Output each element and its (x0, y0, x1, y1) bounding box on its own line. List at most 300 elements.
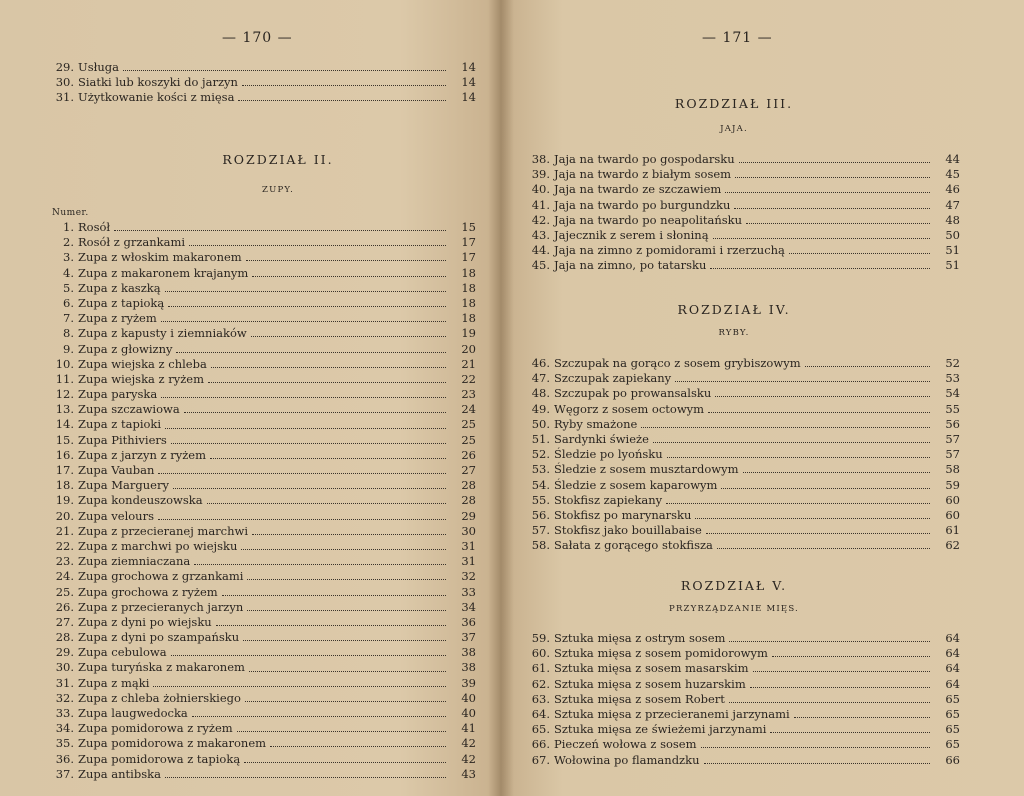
entry-page-number: 37 (461, 630, 476, 645)
dot-leader (238, 100, 446, 101)
dot-leader (242, 85, 446, 86)
entry-number: 23. (55, 554, 74, 569)
entry-title: Zupa z dyni po szampańsku (78, 630, 240, 645)
entry-title: Użytkowanie kości z mięsa (78, 90, 235, 105)
dot-leader (746, 223, 930, 224)
entry-page-number: 64 (945, 661, 960, 676)
entry-title: Zupa ziemniaczana (78, 554, 191, 569)
toc-entry (524, 213, 960, 228)
entry-page-number: 14 (461, 90, 476, 105)
entry-number: 62. (531, 676, 550, 691)
entry-page-number: 42 (461, 736, 476, 751)
dot-leader (247, 579, 446, 580)
toc-entry (524, 462, 960, 477)
toc-entry (48, 569, 476, 584)
entry-number: 37. (55, 766, 74, 781)
entry-title: Zupa paryska (78, 387, 158, 402)
toc-entry (48, 235, 476, 250)
entry-page-number: 59 (945, 477, 960, 492)
toc-entry (524, 753, 960, 768)
entry-title: Zupa laugwedocka (78, 706, 188, 720)
dot-leader (794, 717, 930, 718)
entry-number: 29. (55, 645, 74, 660)
entry-page-number: 28 (461, 478, 476, 493)
entry-number: 39. (531, 167, 550, 182)
entry-page-number: 65 (945, 706, 960, 721)
toc-entry (48, 75, 476, 90)
dot-leader (713, 238, 930, 239)
entry-title: Zupa Vauban (78, 463, 155, 477)
toc-entry (524, 402, 960, 417)
entry-number: 41. (531, 197, 550, 212)
dot-leader (739, 162, 930, 163)
dot-leader (667, 457, 930, 458)
toc-entry (48, 357, 476, 372)
toc-entry (48, 433, 476, 448)
entry-page-number: 62 (945, 538, 960, 553)
page-number: — 171 — (702, 30, 773, 46)
dot-leader (216, 625, 446, 626)
entry-title: Stokfisz zapiekany (554, 492, 663, 507)
toc-entry (524, 478, 960, 493)
entry-page-number: 34 (461, 599, 476, 614)
entry-title: Zupa pomidorowa z tapioką (78, 751, 241, 766)
dot-leader (653, 442, 930, 443)
dot-leader (171, 655, 446, 656)
toc-entry (524, 631, 960, 646)
entry-page-number: 64 (945, 631, 960, 645)
entry-title: Śledzie z sosem musztardowym (554, 462, 739, 477)
toc-entry (48, 311, 476, 326)
chapter-subtitle: PRZYRZĄDZANIE MIĘS. (669, 604, 799, 614)
entry-title: Śledzie po lyońsku (554, 447, 663, 462)
entry-title: Jaja na twardo z białym sosem (554, 167, 732, 182)
entry-title: Sztuka mięsa z sosem Robert (554, 691, 725, 706)
entry-page-number: 14 (461, 75, 476, 90)
entry-page-number: 33 (461, 584, 476, 599)
entry-page-number: 24 (461, 402, 476, 417)
toc-entry (48, 524, 476, 539)
entry-title: Zupa antibska (78, 766, 161, 781)
entry-number: 15. (55, 432, 74, 447)
entry-number: 33. (55, 706, 74, 720)
entry-number: 53. (531, 462, 550, 477)
entry-title: Jaja na zimno, po tatarsku (554, 258, 707, 273)
entry-number: 43. (531, 227, 550, 242)
entry-number: 65. (531, 722, 550, 737)
toc-entry (48, 266, 476, 281)
entry-title: Śledzie z sosem kaparowym (554, 477, 718, 492)
toc-entry (48, 539, 476, 554)
entry-page-number: 61 (945, 523, 960, 538)
entry-page-number: 51 (945, 258, 960, 273)
toc-entry (524, 722, 960, 737)
entry-number: 54. (531, 477, 550, 492)
right-page (500, 0, 1024, 796)
entry-title: Sałata z gorącego stokfisza (554, 538, 713, 553)
entry-number: 30. (55, 660, 74, 675)
dot-leader (189, 245, 446, 246)
toc-entry (48, 600, 476, 615)
dot-leader (194, 564, 446, 565)
entry-page-number: 64 (945, 646, 960, 661)
entry-title: Jaja na twardo po neapolitańsku (554, 212, 743, 227)
toc-entry (524, 508, 960, 523)
entry-title: Zupa turyńska z makaronem (78, 660, 245, 675)
entry-page-number: 41 (461, 721, 476, 736)
dot-leader (772, 656, 930, 657)
entry-number: 34. (55, 721, 74, 736)
entry-number: 45. (531, 258, 550, 273)
dot-leader (641, 427, 930, 428)
dot-leader (252, 276, 446, 277)
dot-leader (153, 686, 446, 687)
dot-leader (270, 746, 446, 747)
entry-number: 44. (531, 243, 550, 258)
entry-number: 26. (55, 599, 74, 614)
dot-leader (675, 381, 930, 382)
entry-page-number: 17 (461, 235, 476, 250)
toc-list (48, 220, 476, 782)
entry-title: Zupa z tapioki (78, 417, 162, 432)
entry-page-number: 31 (461, 554, 476, 569)
entry-number: 28. (55, 630, 74, 645)
entry-title: Sztuka mięsa z sosem huzarskim (554, 676, 746, 691)
entry-number: 55. (531, 492, 550, 507)
dot-leader (161, 321, 446, 322)
entry-number: 40. (531, 182, 550, 197)
entry-number: 20. (55, 508, 74, 523)
toc-entry (48, 736, 476, 751)
dot-leader (165, 777, 446, 778)
entry-title: Sardynki świeże (554, 431, 649, 446)
entry-number: 7. (63, 311, 74, 326)
entry-page-number: 51 (945, 243, 960, 258)
dot-leader (246, 260, 446, 261)
entry-page-number: 27 (461, 463, 476, 477)
entry-page-number: 19 (461, 326, 476, 341)
entry-title: Stokfisz jako bouillabaise (554, 523, 702, 538)
entry-page-number: 29 (461, 508, 476, 523)
entry-title: Jaja na zimno z pomidorami i rzerzuchą (554, 243, 785, 258)
dot-leader (165, 428, 446, 429)
dot-leader (735, 177, 930, 178)
entry-number: 14. (55, 417, 74, 432)
entry-title: Zupa velours (78, 508, 154, 523)
entry-title: Wołowina po flamandzku (554, 752, 700, 767)
entry-number: 38. (531, 152, 550, 166)
toc-entry (524, 258, 960, 273)
dot-leader (173, 488, 446, 489)
dot-leader (710, 268, 930, 269)
toc-entry (48, 721, 476, 736)
entry-title: Zupa z głowizny (78, 341, 173, 356)
toc-entry (48, 493, 476, 508)
toc-entry (48, 417, 476, 432)
entry-number: 21. (55, 523, 74, 538)
entry-number: 29. (55, 60, 74, 74)
dot-leader (770, 732, 930, 733)
entry-page-number: 38 (461, 660, 476, 675)
toc-entry (524, 538, 960, 553)
toc-entry (524, 198, 960, 213)
toc-list (524, 152, 960, 274)
chapter-title: ROZDZIAŁ II. (222, 152, 334, 167)
toc-entry (48, 402, 476, 417)
toc-entry (48, 372, 476, 387)
dot-leader (165, 291, 446, 292)
entry-number: 42. (531, 212, 550, 227)
toc-entry (48, 448, 476, 463)
entry-title: Zupa z włoskim makaronem (78, 250, 242, 265)
entry-number: 59. (531, 631, 550, 645)
entry-page-number: 46 (945, 182, 960, 197)
entry-page-number: 22 (461, 371, 476, 386)
entry-title: Zupa z dyni po wiejsku (78, 614, 212, 629)
entry-number: 58. (531, 538, 550, 553)
toc-list (524, 356, 960, 553)
toc-entry (48, 767, 476, 782)
chapter-subtitle: ZUPY. (261, 185, 294, 195)
entry-title: Zupa z makaronem krajanym (78, 265, 249, 280)
entry-page-number: 64 (945, 676, 960, 691)
entry-title: Jajecznik z serem i słoniną (554, 227, 709, 242)
dot-leader (717, 548, 930, 549)
entry-title: Sztuka mięsa z ostrym sosem (554, 631, 726, 645)
entry-title: Zupa grochowa z grzankami (78, 569, 244, 584)
dot-leader (184, 412, 446, 413)
entry-title: Jaja na twardo ze szczawiem (554, 182, 722, 197)
toc-entry (48, 585, 476, 600)
entry-page-number: 31 (461, 538, 476, 553)
dot-leader (721, 488, 930, 489)
entry-title: Zupa grochowa z ryżem (78, 584, 218, 599)
entry-page-number: 53 (945, 371, 960, 386)
entry-number: 57. (531, 523, 550, 538)
entry-page-number: 65 (945, 691, 960, 706)
toc-entry (524, 677, 960, 692)
toc-entry (48, 554, 476, 569)
entry-page-number: 55 (945, 401, 960, 416)
entry-title: Rosół (78, 220, 111, 234)
entry-title: Zupa z jarzyn z ryżem (78, 447, 206, 462)
dot-leader (805, 366, 930, 367)
entry-title: Pieczeń wołowa z sosem (554, 737, 697, 752)
entry-number: 8. (63, 326, 74, 341)
entry-number: 46. (531, 356, 550, 370)
entry-number: 35. (55, 736, 74, 751)
entry-number: 31. (55, 675, 74, 690)
dot-leader (789, 253, 930, 254)
dot-leader (168, 306, 446, 307)
entry-page-number: 60 (945, 507, 960, 522)
toc-entry (524, 523, 960, 538)
entry-title: Zupa wiejska z chleba (78, 356, 207, 371)
entry-number: 19. (55, 493, 74, 508)
entry-title: Szczupak zapiekany (554, 371, 672, 386)
entry-page-number: 18 (461, 280, 476, 295)
dot-leader (247, 610, 446, 611)
toc-entry (48, 509, 476, 524)
entry-title: Zupa z chleba żołnierskiego (78, 690, 241, 705)
dot-leader (222, 595, 446, 596)
entry-number: 18. (55, 478, 74, 493)
dot-leader (704, 763, 931, 764)
dot-leader (743, 472, 930, 473)
entry-number: 17. (55, 463, 74, 477)
entry-number: 32. (55, 690, 74, 705)
toc-entry (48, 342, 476, 357)
entry-page-number: 38 (461, 645, 476, 660)
entry-number: 60. (531, 646, 550, 661)
entry-page-number: 40 (461, 706, 476, 720)
entry-number: 63. (531, 691, 550, 706)
entry-number: 47. (531, 371, 550, 386)
entry-number: 3. (63, 250, 74, 265)
toc-entry (524, 737, 960, 752)
entry-page-number: 20 (461, 341, 476, 356)
toc-entry (524, 152, 960, 167)
entry-number: 48. (531, 386, 550, 401)
entry-title: Szczupak po prowansalsku (554, 386, 712, 401)
entry-page-number: 58 (945, 462, 960, 477)
entry-page-number: 45 (945, 167, 960, 182)
book-gutter (488, 0, 514, 796)
dot-leader (211, 367, 446, 368)
toc-entry (524, 417, 960, 432)
toc-entry (48, 326, 476, 341)
toc-entry (524, 386, 960, 401)
toc-entry (524, 228, 960, 243)
toc-entry (48, 630, 476, 645)
entry-number: 25. (55, 584, 74, 599)
toc-entry (48, 660, 476, 675)
toc-entry (524, 356, 960, 371)
entry-title: Zupa z przecieranych jarzyn (78, 599, 244, 614)
entry-number: 36. (55, 751, 74, 766)
dot-leader (241, 549, 446, 550)
entry-title: Zupa kondeuszowska (78, 493, 203, 508)
entry-page-number: 17 (461, 250, 476, 265)
number-label: Numer. (52, 208, 89, 218)
entry-title: Zupa z przecieranej marchwi (78, 523, 249, 538)
left-page (0, 0, 500, 796)
entry-number: 22. (55, 538, 74, 553)
dot-leader (123, 70, 446, 71)
entry-page-number: 36 (461, 614, 476, 629)
entry-number: 56. (531, 507, 550, 522)
entry-page-number: 65 (945, 722, 960, 737)
chapter-subtitle: RYBY. (718, 328, 750, 338)
entry-page-number: 50 (945, 227, 960, 242)
toc-entry (48, 691, 476, 706)
entry-number: 12. (55, 387, 74, 402)
toc-entry (48, 676, 476, 691)
toc-entry (524, 692, 960, 707)
entry-page-number: 56 (945, 416, 960, 431)
toc-entry (48, 250, 476, 265)
entry-number: 13. (55, 402, 74, 417)
entry-page-number: 52 (945, 356, 960, 370)
dot-leader (695, 518, 930, 519)
toc-entry (524, 182, 960, 197)
entry-number: 10. (55, 356, 74, 371)
entry-page-number: 39 (461, 675, 476, 690)
entry-page-number: 18 (461, 311, 476, 326)
dot-leader (249, 671, 446, 672)
dot-leader (210, 458, 446, 459)
toc-entry (524, 661, 960, 676)
dot-leader (729, 702, 930, 703)
entry-title: Zupa z marchwi po wiejsku (78, 538, 238, 553)
entry-title: Zupa z kaszką (78, 280, 161, 295)
entry-page-number: 57 (945, 431, 960, 446)
entry-number: 30. (55, 75, 74, 90)
entry-title: Zupa Marguery (78, 478, 169, 493)
dot-leader (729, 641, 930, 642)
toc-entry (524, 646, 960, 661)
toc-list (524, 631, 960, 768)
entry-number: 5. (63, 280, 74, 295)
dot-leader (192, 716, 446, 717)
entry-title: Zupa z ryżem (78, 311, 157, 326)
toc-entry (48, 296, 476, 311)
entry-number: 64. (531, 706, 550, 721)
entry-title: Sztuka mięsa z sosem pomidorowym (554, 646, 768, 661)
entry-title: Zupa z kapusty i ziemniaków (78, 326, 247, 341)
entry-page-number: 66 (945, 752, 960, 767)
entry-number: 49. (531, 401, 550, 416)
toc-entry (524, 447, 960, 462)
entry-page-number: 26 (461, 447, 476, 462)
dot-leader (237, 731, 446, 732)
entry-title: Jaja na twardo po burgundzku (554, 197, 731, 212)
entry-title: Zupa pomidorowa z ryżem (78, 721, 233, 736)
entry-number: 61. (531, 661, 550, 676)
dot-leader (161, 397, 446, 398)
entry-title: Szczupak na gorąco z sosem grybiszowym (554, 356, 801, 370)
entry-page-number: 42 (461, 751, 476, 766)
dot-leader (715, 396, 930, 397)
entry-number: 50. (531, 416, 550, 431)
entry-title: Węgorz z sosem octowym (554, 401, 705, 416)
entry-page-number: 48 (945, 212, 960, 227)
toc-entry (48, 645, 476, 660)
dot-leader (245, 701, 446, 702)
entry-title: Sztuka mięsa z sosem masarskim (554, 661, 749, 676)
toc-entry (48, 387, 476, 402)
toc-entry (524, 167, 960, 182)
dot-leader (243, 640, 446, 641)
dot-leader (750, 687, 930, 688)
chapter-title: ROZDZIAŁ III. (674, 96, 794, 111)
entry-page-number: 54 (945, 386, 960, 401)
entry-page-number: 40 (461, 690, 476, 705)
entry-title: Zupa z tapioką (78, 295, 165, 310)
entry-number: 66. (531, 737, 550, 752)
entry-title: Zupa cebulowa (78, 645, 167, 660)
dot-leader (207, 503, 446, 504)
toc-entry (48, 90, 476, 105)
toc-entry (524, 493, 960, 508)
toc-entry (48, 478, 476, 493)
entry-page-number: 18 (461, 265, 476, 280)
dot-leader (251, 336, 446, 337)
toc-entry (524, 432, 960, 447)
entry-page-number: 25 (461, 417, 476, 432)
entry-page-number: 23 (461, 387, 476, 402)
entry-page-number: 30 (461, 523, 476, 538)
